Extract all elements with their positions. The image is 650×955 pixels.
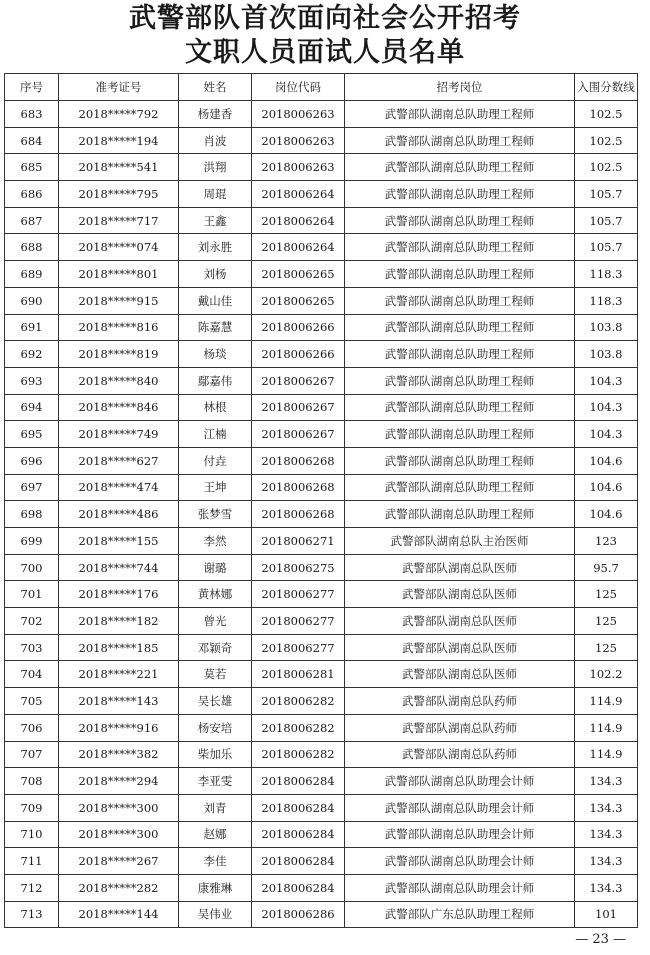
cell-seq: 705 bbox=[5, 688, 59, 715]
table-row bbox=[5, 528, 638, 555]
cell-name: 柴加乐 bbox=[179, 741, 252, 768]
cell-score: 103.8 bbox=[575, 341, 638, 368]
cell-post: 武警部队湖南总队助理工程师 bbox=[345, 154, 575, 181]
cell-name: 刘杨 bbox=[179, 261, 252, 288]
cell-seq: 704 bbox=[5, 661, 59, 688]
cell-seq: 691 bbox=[5, 314, 59, 341]
cell-score: 134.3 bbox=[575, 874, 638, 901]
cell-post-code: 2018006284 bbox=[252, 794, 345, 821]
cell-seq: 692 bbox=[5, 341, 59, 368]
cell-name: 邓颖奇 bbox=[179, 634, 252, 661]
cell-seq: 685 bbox=[5, 154, 59, 181]
cell-score: 105.7 bbox=[575, 181, 638, 208]
table-row bbox=[5, 181, 638, 208]
cell-seq: 707 bbox=[5, 741, 59, 768]
cell-post-code: 2018006284 bbox=[252, 821, 345, 848]
cell-post: 武警部队广东总队助理工程师 bbox=[345, 901, 575, 928]
cell-score: 134.3 bbox=[575, 821, 638, 848]
cell-post: 武警部队湖南总队助理工程师 bbox=[345, 127, 575, 154]
cell-score: 134.3 bbox=[575, 768, 638, 795]
cell-post-code: 2018006266 bbox=[252, 341, 345, 368]
table-row bbox=[5, 554, 638, 581]
page-number: — 23 — bbox=[575, 932, 626, 947]
cell-post: 武警部队湖南总队助理会计师 bbox=[345, 874, 575, 901]
document-title-line1: 武警部队首次面向社会公开招考 bbox=[129, 3, 521, 34]
header-seq: 序号 bbox=[5, 74, 59, 101]
cell-seq: 708 bbox=[5, 768, 59, 795]
cell-ticket: 2018*****627 bbox=[59, 447, 179, 474]
cell-score: 102.5 bbox=[575, 154, 638, 181]
cell-post-code: 2018006265 bbox=[252, 287, 345, 314]
cell-score: 104.3 bbox=[575, 421, 638, 448]
cell-ticket: 2018*****221 bbox=[59, 661, 179, 688]
cell-post-code: 2018006282 bbox=[252, 714, 345, 741]
table-row bbox=[5, 794, 638, 821]
cell-post-code: 2018006282 bbox=[252, 688, 345, 715]
table-row bbox=[5, 768, 638, 795]
cell-score: 123 bbox=[575, 528, 638, 555]
cell-post-code: 2018006263 bbox=[252, 127, 345, 154]
cell-post: 武警部队湖南总队助理工程师 bbox=[345, 234, 575, 261]
cell-post-code: 2018006284 bbox=[252, 768, 345, 795]
cell-post: 武警部队湖南总队助理工程师 bbox=[345, 421, 575, 448]
cell-seq: 688 bbox=[5, 234, 59, 261]
cell-name: 吴伟业 bbox=[179, 901, 252, 928]
cell-score: 134.3 bbox=[575, 794, 638, 821]
cell-ticket: 2018*****185 bbox=[59, 634, 179, 661]
table-row bbox=[5, 341, 638, 368]
table-row bbox=[5, 127, 638, 154]
cell-ticket: 2018*****541 bbox=[59, 154, 179, 181]
cell-name: 李然 bbox=[179, 528, 252, 555]
cell-score: 118.3 bbox=[575, 287, 638, 314]
cell-name: 陈嘉慧 bbox=[179, 314, 252, 341]
cell-ticket: 2018*****294 bbox=[59, 768, 179, 795]
cell-name: 鄢嘉伟 bbox=[179, 367, 252, 394]
cell-post-code: 2018006277 bbox=[252, 608, 345, 635]
cell-score: 114.9 bbox=[575, 714, 638, 741]
table-row bbox=[5, 821, 638, 848]
table-row bbox=[5, 421, 638, 448]
cell-seq: 683 bbox=[5, 101, 59, 128]
cell-seq: 710 bbox=[5, 821, 59, 848]
cell-post: 武警部队湖南总队助理会计师 bbox=[345, 794, 575, 821]
cell-post-code: 2018006264 bbox=[252, 181, 345, 208]
cell-ticket: 2018*****816 bbox=[59, 314, 179, 341]
cell-post: 武警部队湖南总队药师 bbox=[345, 688, 575, 715]
table-row bbox=[5, 394, 638, 421]
cell-seq: 687 bbox=[5, 207, 59, 234]
cell-ticket: 2018*****267 bbox=[59, 848, 179, 875]
table-row bbox=[5, 608, 638, 635]
cell-post-code: 2018006268 bbox=[252, 447, 345, 474]
table-row bbox=[5, 367, 638, 394]
cell-ticket: 2018*****176 bbox=[59, 581, 179, 608]
cell-name: 周琨 bbox=[179, 181, 252, 208]
cell-ticket: 2018*****282 bbox=[59, 874, 179, 901]
cell-ticket: 2018*****846 bbox=[59, 394, 179, 421]
cell-score: 102.5 bbox=[575, 127, 638, 154]
cell-name: 刘青 bbox=[179, 794, 252, 821]
cell-ticket: 2018*****915 bbox=[59, 287, 179, 314]
table-row bbox=[5, 741, 638, 768]
cell-ticket: 2018*****749 bbox=[59, 421, 179, 448]
table-row bbox=[5, 874, 638, 901]
cell-seq: 706 bbox=[5, 714, 59, 741]
cell-post: 武警部队湖南总队药师 bbox=[345, 741, 575, 768]
cell-score: 105.7 bbox=[575, 207, 638, 234]
cell-post-code: 2018006271 bbox=[252, 528, 345, 555]
cell-ticket: 2018*****744 bbox=[59, 554, 179, 581]
table-row bbox=[5, 261, 638, 288]
cell-name: 江楠 bbox=[179, 421, 252, 448]
cell-post: 武警部队湖南总队助理工程师 bbox=[345, 287, 575, 314]
cell-seq: 711 bbox=[5, 848, 59, 875]
cell-name: 莫若 bbox=[179, 661, 252, 688]
cell-post: 武警部队湖南总队助理工程师 bbox=[345, 314, 575, 341]
table-row bbox=[5, 501, 638, 528]
cell-seq: 712 bbox=[5, 874, 59, 901]
cell-name: 杨建香 bbox=[179, 101, 252, 128]
cell-score: 125 bbox=[575, 634, 638, 661]
cell-post-code: 2018006282 bbox=[252, 741, 345, 768]
header-name: 姓名 bbox=[179, 74, 252, 101]
cell-name: 黄林娜 bbox=[179, 581, 252, 608]
cell-post-code: 2018006284 bbox=[252, 848, 345, 875]
cell-post-code: 2018006277 bbox=[252, 581, 345, 608]
table-row bbox=[5, 688, 638, 715]
cell-ticket: 2018*****300 bbox=[59, 794, 179, 821]
cell-name: 李亚雯 bbox=[179, 768, 252, 795]
header-score: 入围分数线 bbox=[575, 74, 638, 101]
cell-ticket: 2018*****916 bbox=[59, 714, 179, 741]
cell-ticket: 2018*****792 bbox=[59, 101, 179, 128]
cell-seq: 701 bbox=[5, 581, 59, 608]
cell-name: 洪翔 bbox=[179, 154, 252, 181]
cell-name: 张梦雪 bbox=[179, 501, 252, 528]
header-post-code: 岗位代码 bbox=[252, 74, 345, 101]
table-row bbox=[5, 207, 638, 234]
cell-post: 武警部队湖南总队助理工程师 bbox=[345, 101, 575, 128]
cell-seq: 695 bbox=[5, 421, 59, 448]
cell-ticket: 2018*****074 bbox=[59, 234, 179, 261]
cell-post: 武警部队湖南总队助理工程师 bbox=[345, 394, 575, 421]
cell-post-code: 2018006286 bbox=[252, 901, 345, 928]
table-row bbox=[5, 714, 638, 741]
cell-name: 肖波 bbox=[179, 127, 252, 154]
cell-seq: 690 bbox=[5, 287, 59, 314]
cell-score: 114.9 bbox=[575, 741, 638, 768]
cell-post: 武警部队湖南总队助理工程师 bbox=[345, 341, 575, 368]
table-row bbox=[5, 901, 638, 928]
cell-post: 武警部队湖南总队助理会计师 bbox=[345, 848, 575, 875]
cell-post-code: 2018006263 bbox=[252, 154, 345, 181]
cell-score: 104.3 bbox=[575, 367, 638, 394]
cell-ticket: 2018*****840 bbox=[59, 367, 179, 394]
cell-post-code: 2018006267 bbox=[252, 367, 345, 394]
cell-post: 武警部队湖南总队医师 bbox=[345, 661, 575, 688]
table-header-row bbox=[5, 74, 638, 101]
cell-post: 武警部队湖南总队医师 bbox=[345, 554, 575, 581]
table-row bbox=[5, 101, 638, 128]
cell-seq: 689 bbox=[5, 261, 59, 288]
cell-ticket: 2018*****486 bbox=[59, 501, 179, 528]
cell-post: 武警部队湖南总队医师 bbox=[345, 581, 575, 608]
cell-name: 戴山佳 bbox=[179, 287, 252, 314]
cell-score: 104.6 bbox=[575, 474, 638, 501]
cell-post: 武警部队湖南总队助理工程师 bbox=[345, 447, 575, 474]
cell-name: 杨琰 bbox=[179, 341, 252, 368]
table-row bbox=[5, 634, 638, 661]
cell-post-code: 2018006275 bbox=[252, 554, 345, 581]
table-row bbox=[5, 314, 638, 341]
table-row bbox=[5, 661, 638, 688]
cell-post: 武警部队湖南总队助理工程师 bbox=[345, 181, 575, 208]
cell-score: 104.3 bbox=[575, 394, 638, 421]
cell-post-code: 2018006268 bbox=[252, 501, 345, 528]
cell-post-code: 2018006267 bbox=[252, 421, 345, 448]
cell-post: 武警部队湖南总队助理工程师 bbox=[345, 207, 575, 234]
cell-seq: 686 bbox=[5, 181, 59, 208]
cell-ticket: 2018*****182 bbox=[59, 608, 179, 635]
cell-score: 118.3 bbox=[575, 261, 638, 288]
table-row bbox=[5, 848, 638, 875]
cell-score: 95.7 bbox=[575, 554, 638, 581]
cell-post: 武警部队湖南总队助理工程师 bbox=[345, 474, 575, 501]
header-ticket: 准考证号 bbox=[59, 74, 179, 101]
cell-name: 李佳 bbox=[179, 848, 252, 875]
cell-post: 武警部队湖南总队助理会计师 bbox=[345, 821, 575, 848]
cell-post-code: 2018006277 bbox=[252, 634, 345, 661]
cell-name: 谢璐 bbox=[179, 554, 252, 581]
cell-score: 104.6 bbox=[575, 501, 638, 528]
cell-post: 武警部队湖南总队助理工程师 bbox=[345, 501, 575, 528]
cell-post: 武警部队湖南总队助理会计师 bbox=[345, 768, 575, 795]
cell-post: 武警部队湖南总队助理工程师 bbox=[345, 367, 575, 394]
cell-ticket: 2018*****382 bbox=[59, 741, 179, 768]
cell-name: 吴长雄 bbox=[179, 688, 252, 715]
table-row bbox=[5, 154, 638, 181]
cell-ticket: 2018*****474 bbox=[59, 474, 179, 501]
cell-post: 武警部队湖南总队助理工程师 bbox=[345, 261, 575, 288]
cell-post: 武警部队湖南总队医师 bbox=[345, 608, 575, 635]
table-row bbox=[5, 447, 638, 474]
cell-score: 125 bbox=[575, 608, 638, 635]
cell-post: 武警部队湖南总队药师 bbox=[345, 714, 575, 741]
table-row bbox=[5, 581, 638, 608]
cell-score: 114.9 bbox=[575, 688, 638, 715]
cell-score: 134.3 bbox=[575, 848, 638, 875]
cell-seq: 699 bbox=[5, 528, 59, 555]
cell-seq: 697 bbox=[5, 474, 59, 501]
cell-post-code: 2018006284 bbox=[252, 874, 345, 901]
table-row bbox=[5, 287, 638, 314]
cell-name: 林根 bbox=[179, 394, 252, 421]
cell-name: 刘永胜 bbox=[179, 234, 252, 261]
table-row bbox=[5, 474, 638, 501]
cell-score: 105.7 bbox=[575, 234, 638, 261]
cell-score: 103.8 bbox=[575, 314, 638, 341]
cell-seq: 703 bbox=[5, 634, 59, 661]
cell-post-code: 2018006267 bbox=[252, 394, 345, 421]
cell-post-code: 2018006264 bbox=[252, 207, 345, 234]
cell-score: 125 bbox=[575, 581, 638, 608]
cell-name: 王鑫 bbox=[179, 207, 252, 234]
cell-seq: 702 bbox=[5, 608, 59, 635]
cell-name: 康雅琳 bbox=[179, 874, 252, 901]
header-post: 招考岗位 bbox=[345, 74, 575, 101]
cell-post: 武警部队湖南总队医师 bbox=[345, 634, 575, 661]
cell-post-code: 2018006281 bbox=[252, 661, 345, 688]
cell-name: 王坤 bbox=[179, 474, 252, 501]
cell-ticket: 2018*****801 bbox=[59, 261, 179, 288]
cell-ticket: 2018*****194 bbox=[59, 127, 179, 154]
cell-name: 曾光 bbox=[179, 608, 252, 635]
cell-post-code: 2018006263 bbox=[252, 101, 345, 128]
cell-ticket: 2018*****143 bbox=[59, 688, 179, 715]
cell-seq: 698 bbox=[5, 501, 59, 528]
cell-ticket: 2018*****155 bbox=[59, 528, 179, 555]
cell-name: 付垚 bbox=[179, 447, 252, 474]
cell-ticket: 2018*****819 bbox=[59, 341, 179, 368]
cell-score: 101 bbox=[575, 901, 638, 928]
cell-post-code: 2018006265 bbox=[252, 261, 345, 288]
cell-seq: 709 bbox=[5, 794, 59, 821]
cell-name: 杨安培 bbox=[179, 714, 252, 741]
cell-score: 102.2 bbox=[575, 661, 638, 688]
cell-ticket: 2018*****144 bbox=[59, 901, 179, 928]
cell-score: 104.6 bbox=[575, 447, 638, 474]
cell-post-code: 2018006268 bbox=[252, 474, 345, 501]
cell-ticket: 2018*****300 bbox=[59, 821, 179, 848]
cell-score: 102.5 bbox=[575, 101, 638, 128]
cell-seq: 693 bbox=[5, 367, 59, 394]
cell-seq: 694 bbox=[5, 394, 59, 421]
cell-ticket: 2018*****795 bbox=[59, 181, 179, 208]
cell-ticket: 2018*****717 bbox=[59, 207, 179, 234]
cell-post-code: 2018006266 bbox=[252, 314, 345, 341]
cell-seq: 684 bbox=[5, 127, 59, 154]
cell-seq: 700 bbox=[5, 554, 59, 581]
document-title-line2: 文职人员面试人员名单 bbox=[185, 37, 465, 68]
cell-seq: 696 bbox=[5, 447, 59, 474]
cell-post-code: 2018006264 bbox=[252, 234, 345, 261]
cell-post: 武警部队湖南总队主治医师 bbox=[345, 528, 575, 555]
cell-name: 赵娜 bbox=[179, 821, 252, 848]
candidate-table bbox=[4, 73, 638, 928]
table-row bbox=[5, 234, 638, 261]
cell-seq: 713 bbox=[5, 901, 59, 928]
